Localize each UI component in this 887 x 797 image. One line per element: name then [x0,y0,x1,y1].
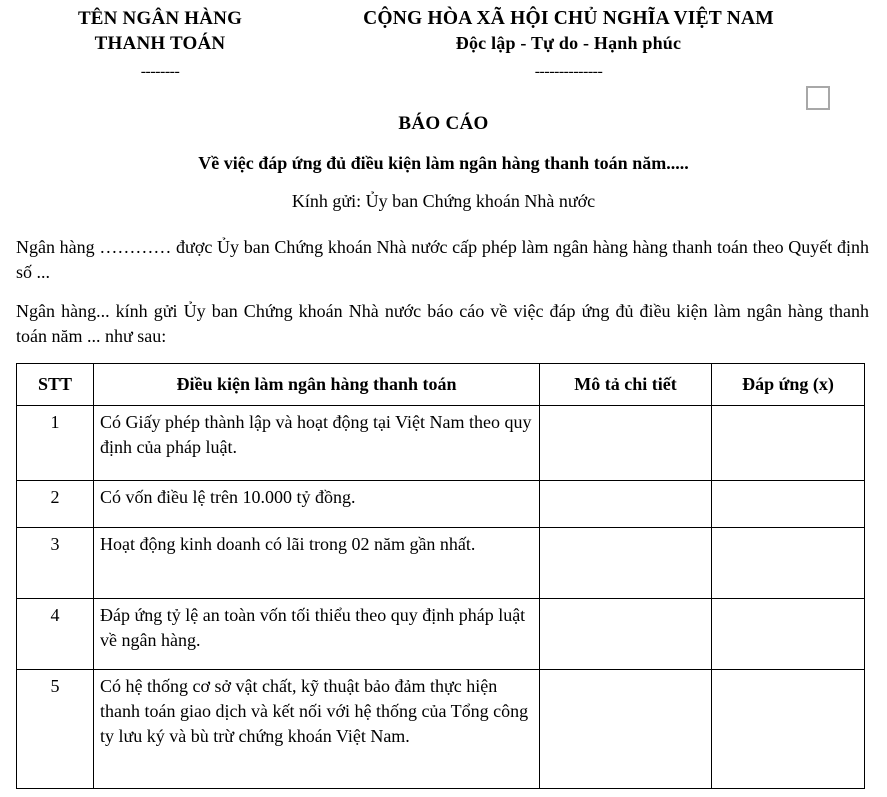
document-header [0,0,887,82]
cell-condition: Có hệ thống cơ sở vật chất, kỹ thuật bảo đảm thực hiện thanh toán giao dịch và kết nối với hệ thống của Tổng công ty lưu ký và bù trừ chứng khoán Việt Nam. [94,670,540,789]
issuer-name-line-2: THANH TOÁN [94,33,226,54]
cell-stt: 3 [17,528,94,599]
issuer-separator-rule: -------- [140,63,180,80]
cell-meets[interactable] [712,406,865,481]
header-national-block [320,6,887,82]
conditions-table [16,363,865,789]
cell-meets[interactable] [712,481,865,528]
cell-condition: Có vốn điều lệ trên 10.000 tỷ đồng. [94,481,540,528]
cell-description[interactable] [540,406,712,481]
title-block [0,112,887,213]
body-text [0,235,887,349]
cell-description[interactable] [540,670,712,789]
conditions-table-wrapper [0,363,887,789]
paragraph-1: Ngân hàng ………… được Ủy ban Chứng khoán Nhà nước cấp phép làm ngân hàng hàng thanh toán theo Quyết định số ... [16,237,869,282]
cell-description[interactable] [540,599,712,670]
page-title: BÁO CÁO [398,113,489,134]
table-header-row [17,364,865,406]
column-header-stt: STT [17,364,94,406]
recipient-line: Kính gửi: Ủy ban Chứng khoán Nhà nước [291,191,596,211]
national-title: CỘNG HÒA XÃ HỘI CHỦ NGHĨA VIỆT NAM [363,8,774,29]
column-header-description: Mô tả chi tiết [540,364,712,406]
table-row [17,481,865,528]
cell-stt: 4 [17,599,94,670]
table-row [17,670,865,789]
column-header-meets: Đáp ứng (x) [712,364,865,406]
image-placeholder-icon [806,86,830,110]
cell-meets[interactable] [712,670,865,789]
table-row [17,528,865,599]
header-issuer-block [0,6,320,82]
cell-condition: Đáp ứng tỷ lệ an toàn vốn tối thiểu theo quy định pháp luật về ngân hàng. [94,599,540,670]
cell-meets[interactable] [712,599,865,670]
issuer-name-line-1: TÊN NGÂN HÀNG [77,8,243,29]
report-subtitle: Về việc đáp ứng đủ điều kiện làm ngân hàng thanh toán năm..... [198,153,689,173]
cell-condition: Hoạt động kinh doanh có lãi trong 02 năm gần nhất. [94,528,540,599]
column-header-condition: Điều kiện làm ngân hàng thanh toán [94,364,540,406]
national-motto: Độc lập - Tự do - Hạnh phúc [455,33,682,53]
table-row [17,406,865,481]
national-separator-rule: -------------- [534,63,603,80]
cell-condition: Có Giấy phép thành lập và hoạt động tại Việt Nam theo quy định của pháp luật. [94,406,540,481]
cell-stt: 5 [17,670,94,789]
cell-description[interactable] [540,528,712,599]
cell-stt: 1 [17,406,94,481]
cell-meets[interactable] [712,528,865,599]
paragraph-2: Ngân hàng... kính gửi Ủy ban Chứng khoán Nhà nước báo cáo về việc đáp ứng đủ điều kiện làm ngân hàng thanh toán năm ... như sau: [16,301,869,346]
table-row [17,599,865,670]
cell-description[interactable] [540,481,712,528]
cell-stt: 2 [17,481,94,528]
